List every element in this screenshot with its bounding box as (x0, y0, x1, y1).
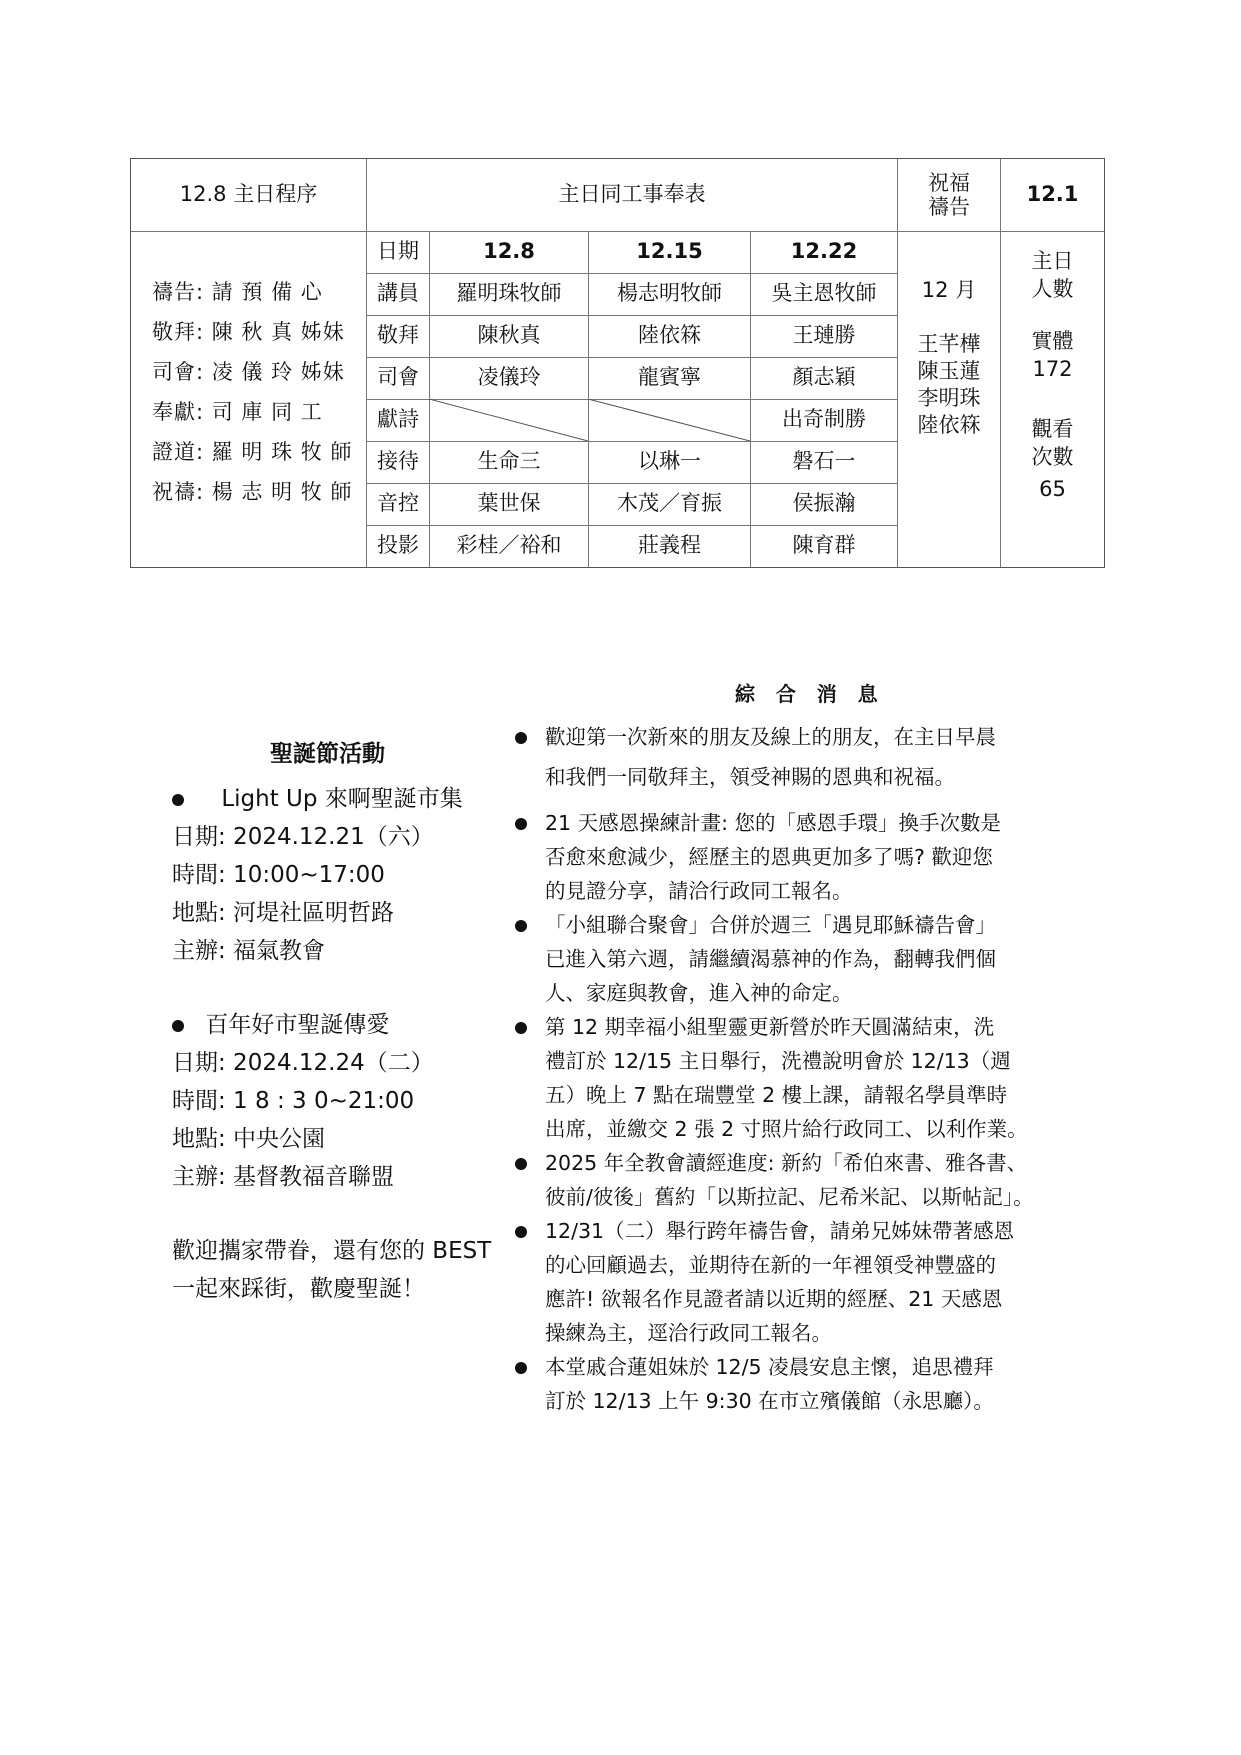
event1-name: Light Up 來啊聖誕市集 (221, 786, 463, 812)
order-item: 禱告: 請 預 備 心 (152, 280, 323, 304)
news-line: 歡迎第一次新來的朋友及線上的朋友，在主日早晨 (545, 725, 996, 749)
stats-title: 12.1 (1026, 182, 1079, 207)
event1-time: 時間: 10:00~17:00 (172, 862, 385, 888)
news-line: 12/31（二）舉行跨年禱告會，請弟兄姊妹帶著感恩 (545, 1219, 1015, 1243)
event1-name-line (172, 780, 463, 813)
christmas-title: 聖誕節活動 (270, 741, 385, 767)
table-cell: 王璉勝 (792, 323, 856, 348)
bullet-icon (172, 794, 184, 806)
table-cell: 以琳一 (638, 449, 701, 474)
bullet-icon (515, 1362, 527, 1374)
date-header: 12.15 (636, 239, 703, 264)
date-header: 12.8 (483, 239, 535, 264)
table-cell: 葉世保 (477, 491, 541, 516)
schedule-title: 主日同工事奉表 (558, 182, 706, 207)
row-label: 講員 (377, 281, 419, 306)
news-title: 綜 合 消 息 (735, 682, 878, 706)
news-line: 應許! 欲報名作見證者請以近期的經歷、21 天感恩 (545, 1287, 1003, 1311)
bullet-icon (515, 1226, 527, 1238)
row-label: 投影 (377, 533, 419, 558)
christmas-closing: 歡迎攜家帶眷，還有您的 BEST (172, 1238, 492, 1264)
news-item (545, 908, 1085, 1010)
news-item (545, 720, 1085, 794)
news-item (545, 1146, 1085, 1214)
views-label: 觀看 次數 (1031, 417, 1074, 469)
news-item (545, 806, 1085, 908)
news-line: 21 天感恩操練計畫: 您的「感恩手環」換手次數是 (545, 811, 1002, 835)
event1-place: 地點: 河堤社區明哲路 (172, 900, 395, 926)
news-line: 操練為主，逕洽行政同工報名。 (545, 1321, 832, 1345)
prayer-names (898, 331, 1000, 439)
event2-time: 時間: 1 8 : 3 0~21:00 (172, 1088, 415, 1114)
news-line: 否愈來愈減少，經歷主的恩典更加多了嗎? 歡迎您 (545, 845, 993, 869)
table-cell: 凌儀玲 (477, 365, 541, 390)
order-item: 司會: 凌 儀 玲 姊妹 (152, 360, 345, 384)
table-cell: 侯振瀚 (792, 491, 856, 516)
row-label: 司會 (377, 365, 419, 390)
order-title: 12.8 主日程序 (179, 182, 318, 207)
news-line: 出席，並繳交 2 張 2 寸照片給行政同工、以利作業。 (545, 1117, 1028, 1141)
news-line: 本堂戚合蓮姐妹於 12/5 凌晨安息主懷，追思禮拜 (545, 1355, 994, 1379)
bullet-icon (515, 818, 527, 830)
date-header: 12.22 (790, 239, 858, 264)
table-cell: 羅明珠牧師 (456, 281, 562, 306)
news-line: 禮訂於 12/15 主日舉行，洗禮說明會於 12/13（週 (545, 1049, 1011, 1073)
news-line: 的心回顧過去，並期待在新的一年裡領受神豐盛的 (545, 1253, 996, 1277)
table-cell: 木茂／育振 (617, 491, 722, 516)
table-cell: 吳主恩牧師 (771, 281, 877, 306)
table-cell: 顏志穎 (792, 365, 856, 390)
news-line: 五）晚上 7 點在瑞豐堂 2 樓上課，請報名學員準時 (545, 1083, 1008, 1107)
prayer-title: 祝福 禱告 (928, 170, 970, 219)
row-label: 音控 (377, 491, 419, 516)
news-item (545, 1350, 1085, 1418)
table-cell: 生命三 (477, 449, 541, 474)
table-cell: 彩桂／裕和 (456, 533, 562, 558)
news-line: 已進入第六週，請繼續渴慕神的作為，翻轉我們個 (545, 947, 996, 971)
bullet-icon (515, 1022, 527, 1034)
news-line: 的見證分享，請洽行政同工報名。 (545, 879, 853, 903)
row-label: 接待 (377, 449, 419, 474)
news-line: 和我們一同敬拜主，領受神賜的恩典和祝福。 (545, 765, 955, 789)
news-line: 2025 年全教會讀經進度: 新約「希伯來書、雅各書、 (545, 1151, 1028, 1175)
news-item (545, 1214, 1085, 1350)
event2-name: 百年好市聖誕傳愛 (205, 1012, 390, 1038)
table-cell: 磐石一 (792, 449, 856, 474)
table-cell: 陸依箖 (638, 323, 701, 348)
table-cell: 陳秋真 (477, 323, 541, 348)
prayer-name: 陳玉蓮 (917, 359, 981, 383)
bullet-icon (172, 1020, 184, 1032)
news-line: 「小組聯合聚會」合併於週三「遇見耶穌禱告會」 (545, 913, 996, 937)
prayer-name: 李明珠 (917, 386, 981, 410)
table-cell: 莊義程 (638, 533, 701, 558)
order-item: 祝禱: 楊 志 明 牧 師 (152, 480, 353, 504)
row-label: 獻詩 (377, 407, 419, 432)
row-label: 日期 (377, 239, 419, 264)
event2-place: 地點: 中央公園 (172, 1126, 326, 1152)
event2-name-line (172, 1006, 389, 1039)
prayer-name: 王芊樺 (917, 332, 981, 356)
news-line: 人、家庭與教會，進入神的命定。 (545, 981, 853, 1005)
event2-host: 主辦: 基督教福音聯盟 (172, 1164, 395, 1190)
order-item: 敬拜: 陳 秋 真 姊妹 (152, 320, 345, 344)
views-value: 65 (1039, 477, 1066, 501)
in-person-value: 172 (1032, 357, 1073, 381)
in-person-label: 實體 (1031, 329, 1074, 353)
prayer-month: 12 月 (921, 278, 977, 302)
empty-cell-diagonals (429, 399, 750, 442)
table-cell: 楊志明牧師 (617, 281, 722, 306)
event1-date: 日期: 2024.12.21（六） (172, 824, 434, 850)
news-line: 訂於 12/13 上午 9:30 在市立殯儀館（永思廳）。 (545, 1389, 994, 1413)
event2-date: 日期: 2024.12.24（二） (172, 1050, 434, 1076)
christmas-closing: 一起來踩街，歡慶聖誕！ (172, 1276, 425, 1302)
order-item: 奉獻: 司 庫 同 工 (152, 400, 323, 424)
table-cell: 出奇制勝 (782, 407, 866, 432)
prayer-name: 陸依箖 (917, 413, 981, 437)
attendance-label: 主日 人數 (1031, 249, 1074, 301)
bullet-icon (515, 1158, 527, 1170)
event1-host: 主辦: 福氣教會 (172, 938, 326, 964)
bullet-icon (515, 732, 527, 744)
table-cell: 龍賓寧 (638, 365, 701, 390)
table-cell: 陳育群 (792, 533, 856, 558)
bullet-icon (515, 920, 527, 932)
news-line: 第 12 期幸福小組聖靈更新營於昨天圓滿結束，洗 (545, 1015, 995, 1039)
order-item: 證道: 羅 明 珠 牧 師 (152, 440, 353, 464)
news-item (545, 1010, 1085, 1146)
row-label: 敬拜 (377, 323, 419, 348)
news-line: 彼前/彼後」舊約「以斯拉記、尼希米記、以斯帖記」。 (545, 1185, 1034, 1209)
